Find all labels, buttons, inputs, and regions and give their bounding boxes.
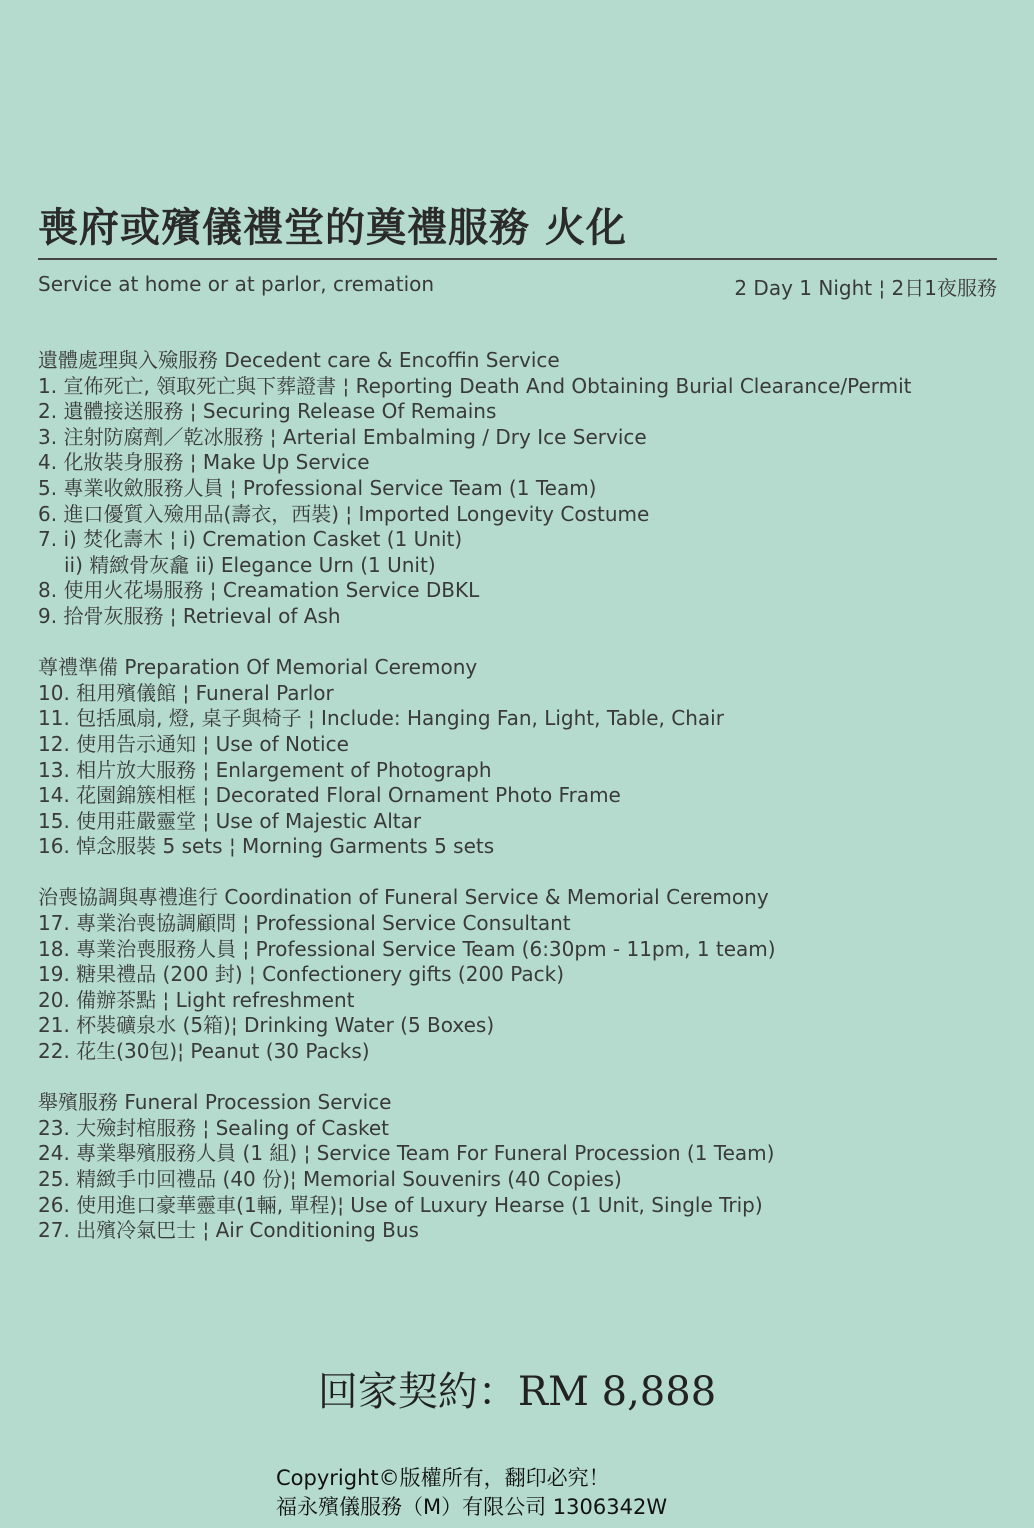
list-item: 17. 專業治喪協調顧問 ¦ Professional Service Consultant — [38, 911, 571, 936]
section-heading: 尊禮準備 Preparation Of Memorial Ceremony — [38, 655, 478, 680]
list-item: 3. 注射防腐劑／乾冰服務 ¦ Arterial Embalming / Dry Ice Service — [38, 424, 647, 449]
list-item: 25. 精緻手巾回禮品 (40 份)¦ Memorial Souvenirs (40 Copies) — [38, 1167, 622, 1191]
list-item: 4. 化妝裝身服務 ¦ Make Up Service — [38, 450, 370, 475]
section-memorial-preparation — [38, 655, 1003, 860]
service-sections — [38, 348, 1003, 1269]
copyright-line: Copyright©版權所有，翻印必究！ — [276, 1466, 610, 1490]
section-decedent-care — [38, 348, 1003, 630]
list-item: 12. 使用告示通知 ¦ Use of Notice — [38, 731, 349, 756]
service-subtitle: Service at home or at parlor, cremation — [38, 272, 435, 296]
duration-label: 2 Day 1 Night ¦ 2日1夜服務 — [734, 276, 997, 300]
list-item: 2. 遺體接送服務 ¦ Securing Release Of Remains — [38, 399, 497, 424]
list-item: 18. 專業治喪服務人員 ¦ Professional Service Team (6:30pm - 11pm, 1 team) — [38, 936, 776, 961]
copyright-notice — [276, 1464, 667, 1522]
page-title: 喪府或殯儀禮堂的奠禮服務 火化 — [38, 204, 627, 251]
list-item: 20. 備辦茶點 ¦ Light refreshment — [38, 987, 355, 1012]
list-item: 23. 大殮封棺服務 ¦ Sealing of Casket — [38, 1115, 390, 1140]
section-heading: 治喪協調與專禮進行 Coordination of Funeral Service & Memorial Ceremony — [38, 885, 769, 910]
company-name: 福永殯儀服務（M）有限公司 1306342W — [276, 1495, 668, 1519]
list-item: 21. 杯裝礦泉水 (5箱)¦ Drinking Water (5 Boxes) — [38, 1013, 495, 1038]
list-item: 19. 糖果禮品 (200 封) ¦ Confectionery gifts (200 Pack) — [38, 962, 565, 987]
list-item: 8. 使用火花場服務 ¦ Creamation Service DBKL — [38, 578, 480, 603]
list-item: 24. 專業舉殯服務人員 (1 組) ¦ Service Team For Funeral Procession (1 Team) — [38, 1141, 775, 1166]
list-item: 26. 使用進口豪華靈車(1輛, 單程)¦ Use of Luxury Hearse (1 Unit, Single Trip) — [38, 1192, 763, 1217]
list-item: ii) 精緻骨灰龕 ii) Elegance Urn (1 Unit) — [64, 552, 436, 577]
list-item: 5. 專業收斂服務人員 ¦ Professional Service Team (1 Team) — [38, 475, 597, 500]
list-item: 1. 宣佈死亡, 領取死亡與下葬證書 ¦ Reporting Death And Obtaining Burial Clearance/Permit — [38, 373, 912, 398]
list-item: 10. 租用殯儀館 ¦ Funeral Parlor — [38, 680, 334, 705]
package-price: 回家契約：RM 8,888 — [317, 1369, 717, 1415]
list-item: 7. i) 焚化壽木 ¦ i) Cremation Casket (1 Unit) — [38, 527, 463, 552]
section-heading: 舉殯服務 Funeral Procession Service — [38, 1090, 392, 1115]
list-item: 11. 包括風扇, 燈, 桌子與椅子 ¦ Include: Hanging Fan, Light, Table, Chair — [38, 706, 724, 731]
list-item: 16. 悼念服裝 5 sets ¦ Morning Garments 5 sets — [38, 834, 495, 859]
list-item: 15. 使用莊嚴靈堂 ¦ Use of Majestic Altar — [38, 808, 422, 833]
section-heading: 遺體處理與入殮服務 Decedent care & Encoffin Service — [38, 348, 560, 372]
section-coordination — [38, 885, 1003, 1064]
list-item: 27. 出殯冷氣巴士 ¦ Air Conditioning Bus — [38, 1218, 419, 1243]
list-item: 9. 拾骨灰服務 ¦ Retrieval of Ash — [38, 603, 341, 628]
section-funeral-procession — [38, 1090, 1003, 1244]
list-item: 13. 相片放大服務 ¦ Enlargement of Photograph — [38, 757, 492, 782]
list-item: 6. 進口優質入殮用品(壽衣，西裝) ¦ Imported Longevity Costume — [38, 501, 650, 526]
title-divider — [38, 258, 997, 260]
list-item: 14. 花園錦簇相框 ¦ Decorated Floral Ornament Photo Frame — [38, 783, 621, 808]
list-item: 22. 花生(30包)¦ Peanut (30 Packs) — [38, 1039, 370, 1064]
